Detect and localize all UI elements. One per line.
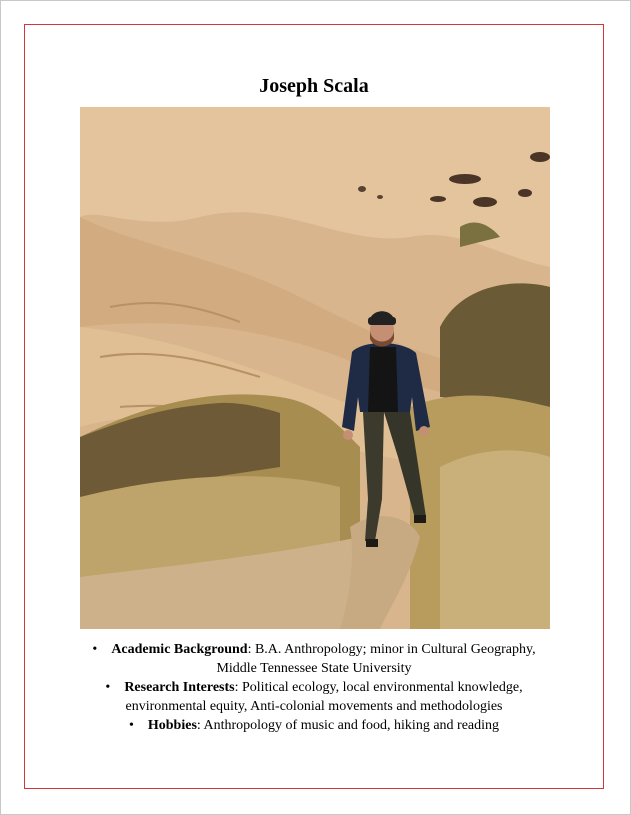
list-item-academic-background bbox=[24, 640, 604, 659]
profile-photo bbox=[80, 107, 550, 629]
list-item-academic-background-continued bbox=[24, 659, 604, 678]
bullet-text-continued: Middle Tennessee State University bbox=[216, 661, 412, 676]
bullet-text-continued: environmental equity, Anti-colonial movements and methodologies bbox=[125, 699, 503, 714]
list-item-research-interests bbox=[24, 678, 604, 697]
bullet-icon: • bbox=[105, 680, 111, 695]
bullet-label: Hobbies bbox=[147, 718, 197, 733]
page-title: Joseph Scala bbox=[259, 75, 369, 97]
bullet-label: Academic Background bbox=[111, 642, 248, 657]
bullet-icon: • bbox=[92, 642, 98, 657]
bullet-text: : B.A. Anthropology; minor in Cultural Geography, bbox=[247, 642, 536, 657]
bullet-text: : Political ecology, local environmental knowledge, bbox=[234, 680, 523, 695]
bullet-icon: • bbox=[128, 718, 134, 733]
bio-bullet-list bbox=[24, 640, 604, 735]
list-item-hobbies bbox=[24, 716, 604, 735]
list-item-research-interests-continued bbox=[24, 697, 604, 716]
bullet-label: Research Interests bbox=[124, 680, 235, 695]
bullet-text: : Anthropology of music and food, hiking and reading bbox=[196, 718, 500, 733]
